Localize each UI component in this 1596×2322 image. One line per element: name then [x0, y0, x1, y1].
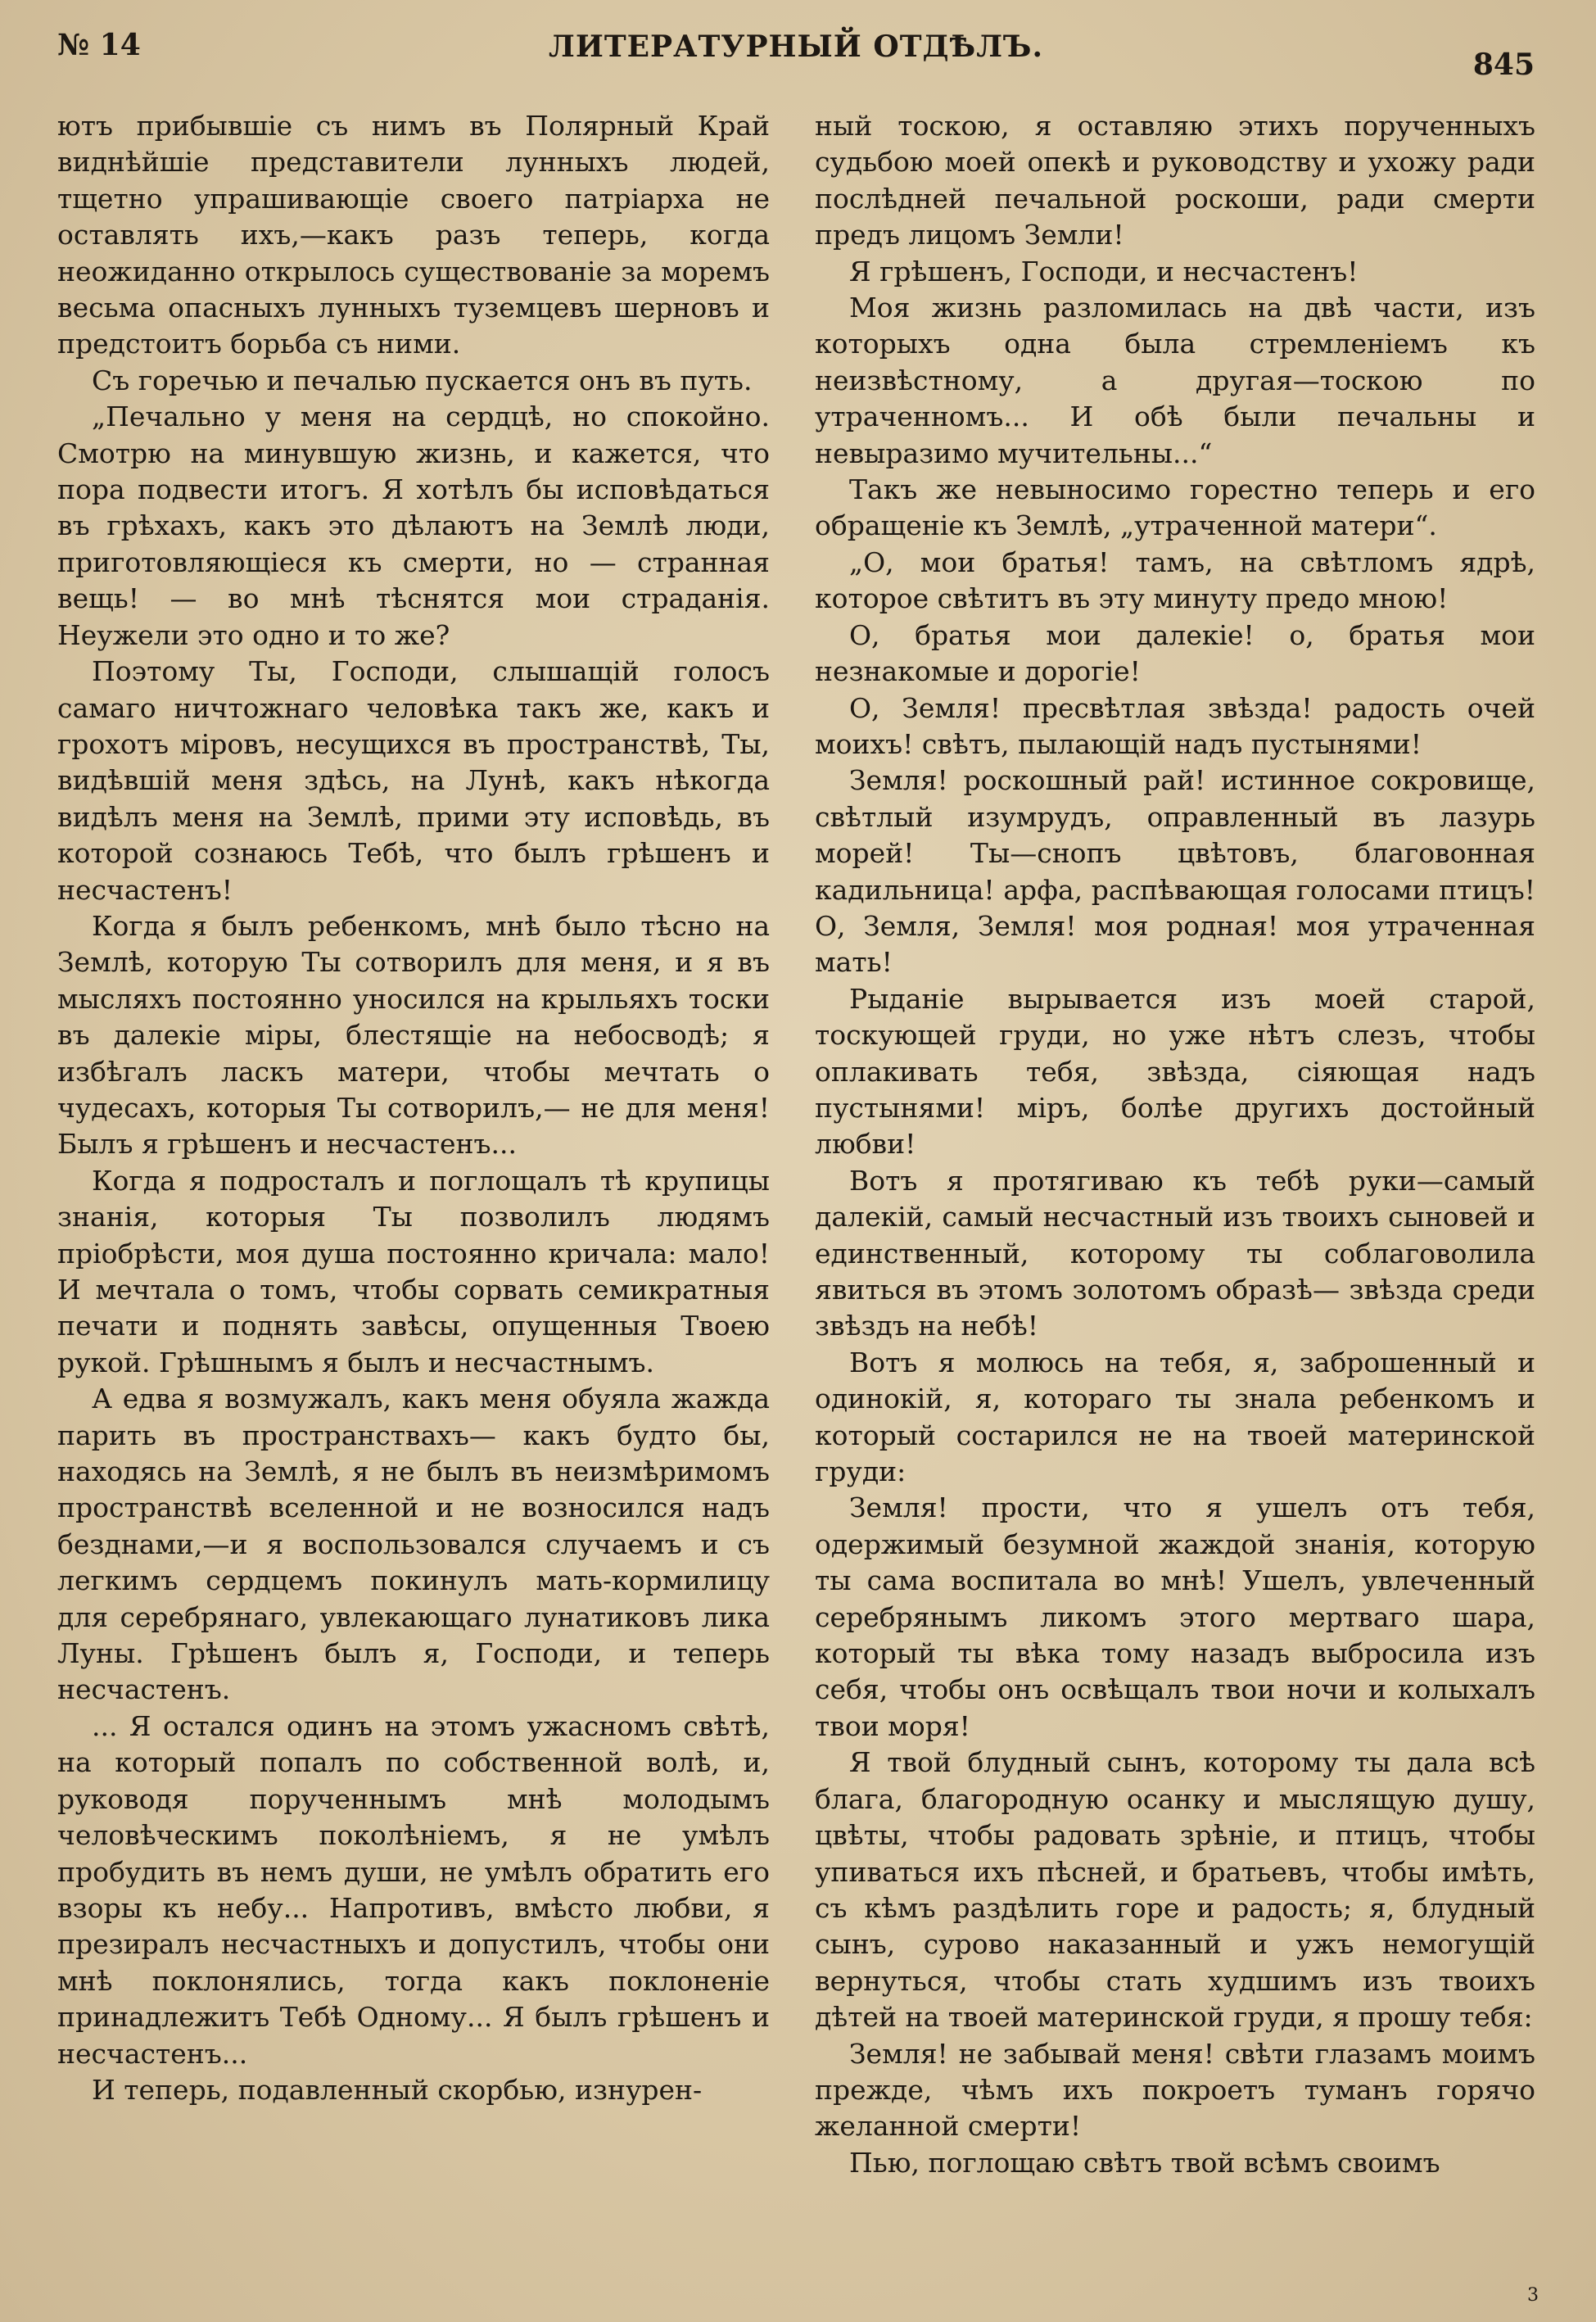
paragraph: Земля! не забывай меня! свѣти глазамъ моимъ прежде, чѣмъ ихъ покроетъ туманъ горячо желанной смерти! [815, 2037, 1535, 2143]
paragraph: Я грѣшенъ, Господи, и несчастенъ! [849, 255, 1359, 287]
paragraph: Поэтому Ты, Господи, слышащій голосъ самаго ничтожнаго человѣка такъ же, какъ и грохотъ міровъ, несущихся въ пространствѣ, Ты, видѣвшій меня здѣсь, на Лунѣ, какъ нѣкогда видѣлъ меня на Землѣ, прими эту исповѣдь, въ которой сознаюсь Тебѣ, что былъ грѣшенъ и несчастенъ! [57, 655, 770, 906]
paragraph: Съ горечью и печалью пускается онъ въ путь. [92, 364, 753, 396]
paragraph: И теперь, подавленный скорбью, изнурен- [92, 2073, 703, 2106]
paragraph: Земля! прости, что я ушелъ отъ тебя, одержимый безумной жаждой знанія, которую ты сама воспитала во мнѣ! Ушелъ, увлеченный серебрянымъ ликомъ этого мертваго шара, который ты вѣка тому назадъ выбросила изъ себя, чтобы онъ освѣщалъ твои ночи и колыхалъ твои моря! [815, 1491, 1535, 1742]
paragraph: Когда я былъ ребенкомъ, мнѣ было тѣсно на Землѣ, которую Ты сотворилъ для меня, и я въ мысляхъ постоянно уносился на крыльяхъ тоски въ далекіе міры, блестящіе на небосводѣ; я избѣгалъ ласкъ матери, чтобы мечтать о чудесахъ, которыя Ты сотворилъ,— не для меня! Былъ я грѣшенъ и несчастенъ... [57, 909, 770, 1161]
signature-mark: 3 [1527, 2285, 1539, 2306]
page-number: 845 [1472, 48, 1535, 82]
paragraph: ... Я остался одинъ на этомъ ужасномъ свѣтѣ, на который попалъ по собственной волѣ, и, руководя порученнымъ мнѣ молодымъ человѣческимъ поколѣніемъ, я не умѣлъ пробудить въ немъ души, не умѣлъ обратить его взоры къ небу... Напротивъ, вмѣсто любви, я презиралъ несчастныхъ и допустилъ, чтобы они мнѣ поклонялись, тогда какъ поклоненіе принадлежитъ Тебѣ Одному... Я былъ грѣшенъ и несчастенъ... [57, 1709, 770, 2070]
paragraph: Вотъ я молюсь на тебя, я, заброшенный и одинокій, я, котораго ты знала ребенкомъ и который состарился не на твоей материнской груди: [815, 1346, 1535, 1488]
paragraph: Моя жизнь разломилась на двѣ части, изъ которыхъ одна была стремленіемъ къ неизвѣстному, а другая—тоскою по утраченномъ... И обѣ были печальны и невыразимо мучительны...“ [815, 292, 1535, 469]
paragraph: О, Земля! пресвѣтлая звѣзда! радость очей моихъ! свѣтъ, пылающій надъ пустынями! [815, 691, 1535, 760]
paragraph: Рыданіе вырывается изъ моей старой, тоскующей груди, но уже нѣтъ слезъ, чтобы оплакивать тебя, звѣзда, сіяющая надъ пустынями! міръ, болѣе другихъ достойный любви! [815, 982, 1535, 1161]
paragraph: Вотъ я протягиваю къ тебѣ руки—самый далекій, самый несчастный изъ твоихъ сыновей и единственный, которому ты соблаговолила явиться въ этомъ золотомъ образѣ— звѣзда среди звѣздъ на небѣ! [815, 1164, 1535, 1342]
paragraph: Пью, поглощаю свѣтъ твой всѣмъ своимъ [849, 2146, 1440, 2179]
paragraph: Я твой блудный сынъ, которому ты дала всѣ блага, благородную осанку и мыслящую душу, цвѣты, чтобы радовать зрѣніе, и птицъ, чтобы упиваться ихъ пѣсней, и братьевъ, чтобы имѣть, съ кѣмъ раздѣлить горе и радость; я, блудный сынъ, сурово наказанный и ужъ немогущій вернуться, чтобы стать худшимъ изъ твоихъ дѣтей на твоей материнской груди, я прошу тебя: [815, 1746, 1535, 2034]
paragraph: А едва я возмужалъ, какъ меня обуяла жажда парить въ пространствахъ— какъ будто бы, находясь на Землѣ, я не былъ въ неизмѣримомъ пространствѣ вселенной и не возносился надъ безднами,—и я воспользовался случаемъ и съ легкимъ сердцемъ покинулъ мать-кормилицу для серебрянаго, увлекающаго лунатиковъ лика Луны. Грѣшенъ былъ я, Господи, и теперь несчастенъ. [57, 1383, 770, 1706]
section-title: ЛИТЕРАТУРНЫЙ ОТДѢЛЪ. [548, 29, 1043, 64]
paragraph: Когда я подросталъ и поглощалъ тѣ крупицы знанія, которыя Ты позволилъ людямъ пріобрѣсти, моя душа постоянно кричала: мало! И мечтала о томъ, чтобы сорвать семикратныя печати и поднять завѣсы, опущенныя Твоею рукой. Грѣшнымъ я былъ и несчастнымъ. [57, 1164, 770, 1378]
paragraph: „Печально у меня на сердцѣ, но спокойно. Смотрю на минувшую жизнь, и кажется, что пора подвести итогъ. Я хотѣлъ бы исповѣдаться въ грѣхахъ, какъ это дѣлаютъ на Землѣ люди, приготовляющіеся къ смерти, но — странная вещь! — во мнѣ тѣснятся мои страданія. Неужели это одно и то же? [57, 401, 770, 651]
paragraph: ный тоскою, я оставляю этихъ порученныхъ судьбою моей опекѣ и руководству и ухожу ради послѣдней печальной роскоши, ради смерти предъ лицомъ Земли! [815, 110, 1535, 251]
paragraph: Земля! роскошный рай! истинное сокровище, свѣтлый изумрудъ, оправленный въ лазурь морей! Ты—снопъ цвѣтовъ, благовонная кадильница! арфа, распѣвающая голосами птицъ! О, Земля, Земля! моя родная! моя утраченная мать! [815, 764, 1535, 979]
issue-number: № 14 [57, 28, 141, 62]
paragraph: О, братья мои далекіе! о, братья мои незнакомые и дорогіе! [815, 618, 1535, 688]
page-header [57, 23, 1535, 82]
paragraph: Такъ же невыносимо горестно теперь и его обращеніе къ Землѣ, „утраченной матери“. [815, 473, 1535, 542]
paragraph: ютъ прибывшіе съ нимъ въ Полярный Край виднѣйшіе представители лунныхъ людей, тщетно упрашивающіе своего патріарха не оставлять ихъ,—какъ разъ теперь, когда неожиданно открылось существованіе за моремъ весьма опасныхъ лунныхъ туземцевъ шерновъ и предстоитъ борьба съ ними. [57, 110, 770, 360]
paragraph: „О, мои братья! тамъ, на свѣтломъ ядрѣ, которое свѣтитъ въ эту минуту предо мною! [815, 545, 1535, 615]
right-column [815, 108, 1535, 2270]
left-column [57, 108, 770, 2270]
